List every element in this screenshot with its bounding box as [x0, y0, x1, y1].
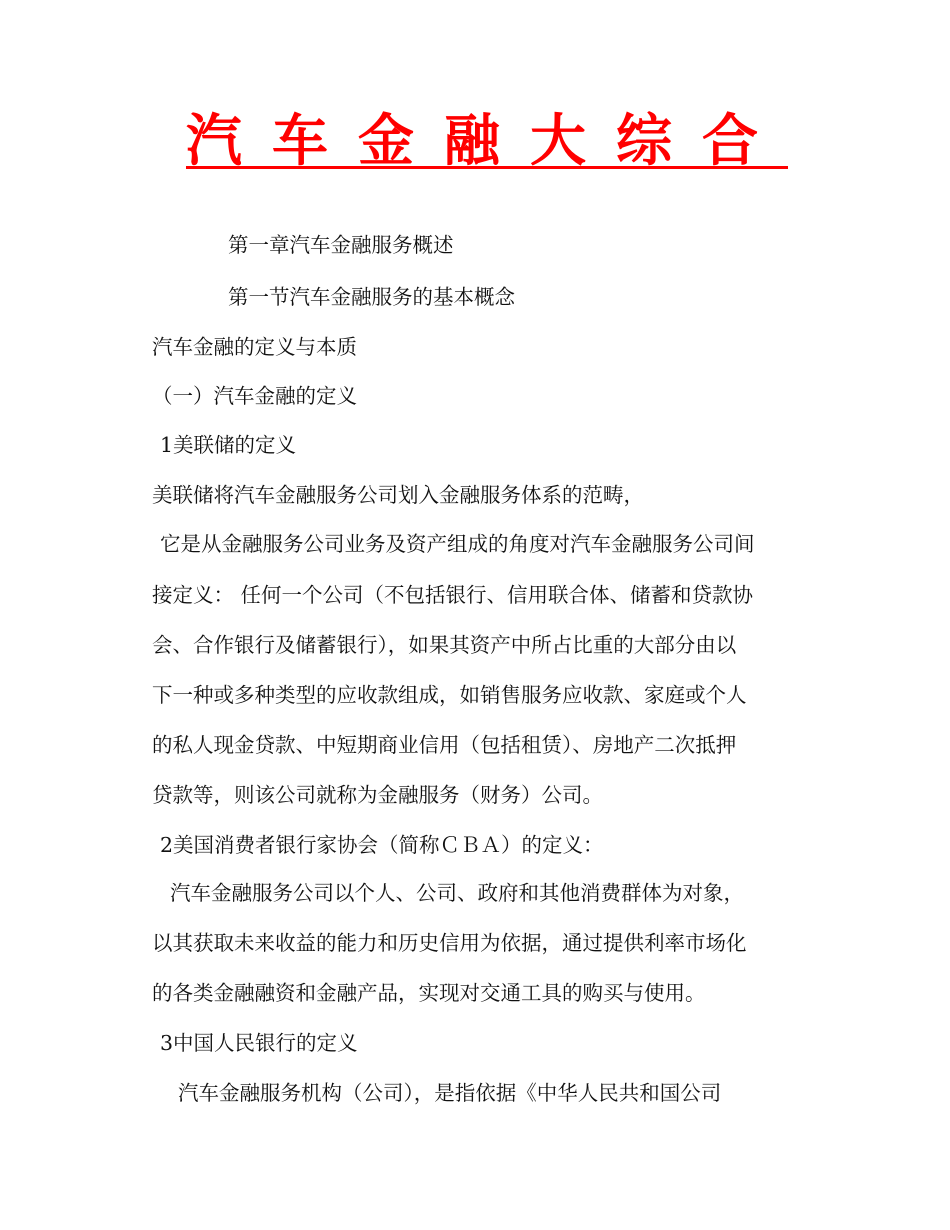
subheading-cba-definition: 2美国消费者银行家协会（简称ＣＢＡ）的定义： [160, 833, 604, 857]
paragraph-line: 接定义： 任何一个公司（不包括银行、信用联合体、储蓄和贷款协 [152, 583, 754, 607]
paragraph-line: 汽车金融服务机构（公司），是指依据《中华人民共和国公司 [178, 1081, 722, 1105]
paragraph-line: 以其获取未来收益的能力和历史信用为依据，通过提供利率市场化 [152, 931, 747, 955]
section-heading: 第一节汽车金融服务的基本概念 [228, 285, 515, 309]
subheading-fed-definition: 1美联储的定义 [160, 433, 297, 457]
paragraph-line: 会、合作银行及储蓄银行），如果其资产中所占比重的大部分由以 [152, 633, 737, 657]
paragraph-line: 它是从金融服务公司业务及资产组成的角度对汽车金融服务公司间 [160, 532, 755, 556]
subheading-definition: （一）汽车金融的定义 [152, 384, 357, 408]
paragraph-line: 美联储将汽车金融服务公司划入金融服务体系的范畴， [152, 483, 644, 507]
paragraph-line: 贷款等，则该公司就称为金融服务（财务）公司。 [152, 783, 603, 807]
chapter-heading: 第一章汽车金融服务概述 [228, 233, 454, 257]
document-title: 汽车金融大综合 [186, 109, 788, 174]
paragraph-line: 下一种或多种类型的应收款组成，如销售服务应收款、家庭或个人 [152, 683, 747, 707]
paragraph-line: 的各类金融融资和金融产品，实现对交通工具的购买与使用。 [152, 981, 706, 1005]
subheading-pboc-definition: 3中国人民银行的定义 [160, 1031, 358, 1055]
subheading-definition-essence: 汽车金融的定义与本质 [152, 335, 357, 359]
paragraph-line: 的私人现金贷款、中短期商业信用（包括租赁）、房地产二次抵押 [152, 733, 737, 757]
paragraph-line: 汽车金融服务公司以个人、公司、政府和其他消费群体为对象， [170, 881, 744, 905]
